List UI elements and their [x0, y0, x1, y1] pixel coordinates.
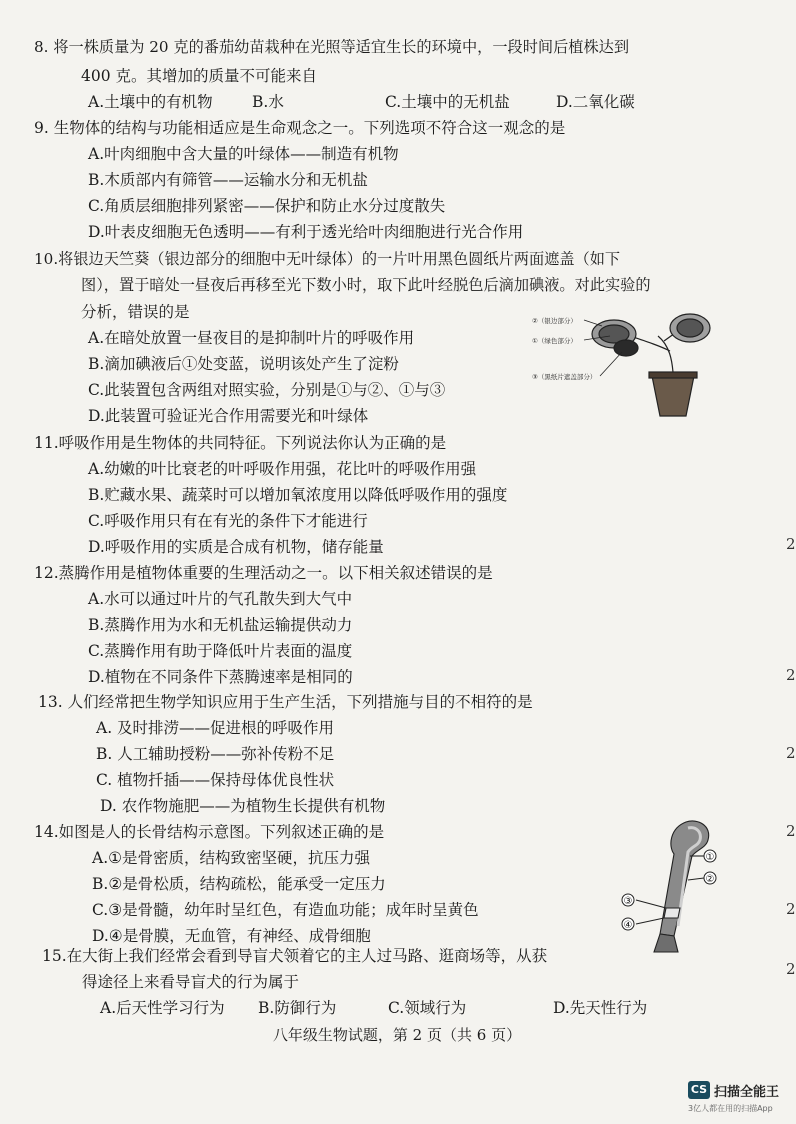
q10-stem-line3: 分析，错误的是 — [81, 303, 190, 321]
margin-mark: 2 — [786, 960, 796, 978]
scanner-app-name: 扫描全能王 — [714, 1085, 780, 1100]
q8-option-b: B.水 — [252, 93, 284, 111]
margin-mark: 2 — [786, 900, 796, 918]
q14-option-a: A.①是骨密质，结构致密坚硬，抗压力强 — [92, 849, 371, 867]
q8-option-a: A.土壤中的有机物 — [88, 93, 213, 111]
q15-option-c: C.领域行为 — [388, 999, 467, 1017]
scanner-tagline: 3亿人都在用的扫描App — [688, 1104, 773, 1113]
q15-option-a: A.后天性学习行为 — [100, 999, 225, 1017]
q14-stem: 14.如图是人的长骨结构示意图。下列叙述正确的是 — [34, 823, 385, 841]
q12-option-d: D.植物在不同条件下蒸腾速率是相同的 — [88, 668, 353, 686]
bone-label-1: ① — [705, 852, 715, 863]
q8-option-c: C.土壤中的无机盐 — [385, 93, 510, 111]
q12-option-b: B.蒸腾作用为水和无机盐运输提供动力 — [88, 616, 353, 634]
q13-option-b: B. 人工辅助授粉——弥补传粉不足 — [96, 745, 335, 763]
q10-option-c: C.此装置包含两组对照实验，分别是①与②、①与③ — [88, 381, 446, 399]
q12-stem: 12.蒸腾作用是植物体重要的生理活动之一。以下相关叙述错误的是 — [34, 564, 493, 582]
q13-option-a: A. 及时排涝——促进根的呼吸作用 — [96, 719, 335, 737]
figure-label-covered-part: ③（黑纸片遮盖部分） — [532, 373, 597, 381]
margin-mark: 2 — [786, 744, 796, 762]
q15-stem-line2: 得途径上来看导盲犬的行为属于 — [82, 973, 300, 991]
q15-stem-line1: 15.在大街上我们经常会看到导盲犬领着它的主人过马路、逛商场等，从获 — [42, 947, 548, 965]
q13-option-d: D. 农作物施肥——为植物生长提供有机物 — [100, 797, 386, 815]
q8-stem-line2: 400 克。其增加的质量不可能来自 — [81, 67, 318, 85]
q10-stem-line1: 10.将银边天竺葵（银边部分的细胞中无叶绿体）的一片叶用黑色圆纸片两面遮盖（如下 — [34, 250, 621, 268]
scanner-watermark — [688, 1079, 788, 1119]
q11-stem: 11.呼吸作用是生物体的共同特征。下列说法你认为正确的是 — [34, 434, 447, 452]
geranium-figure — [530, 306, 720, 422]
q11-option-a: A.幼嫩的叶比衰老的叶呼吸作用强，花比叶的呼吸作用强 — [88, 460, 477, 478]
q9-option-a: A.叶肉细胞中含大量的叶绿体——制造有机物 — [88, 145, 399, 163]
q9-option-d: D.叶表皮细胞无色透明——有利于透光给叶肉细胞进行光合作用 — [88, 223, 524, 241]
margin-mark: 2 — [786, 535, 796, 553]
q11-option-c: C.呼吸作用只有在有光的条件下才能进行 — [88, 512, 368, 530]
q10-option-a: A.在暗处放置一昼夜目的是抑制叶片的呼吸作用 — [88, 329, 415, 347]
long-bone-figure — [616, 816, 722, 956]
q11-option-b: B.贮藏水果、蔬菜时可以增加氧浓度用以降低呼吸作用的强度 — [88, 486, 508, 504]
q11-option-d: D.呼吸作用的实质是合成有机物，储存能量 — [88, 538, 384, 556]
margin-mark: 2 — [786, 666, 796, 684]
q8-option-d: D.二氧化碳 — [556, 93, 635, 111]
scanner-logo-icon: CS — [688, 1081, 710, 1099]
q10-option-d: D.此装置可验证光合作用需要光和叶绿体 — [88, 407, 369, 425]
bone-label-3: ③ — [623, 896, 633, 907]
flower-pot-icon — [652, 376, 694, 416]
q8-stem-line1: 8. 将一株质量为 20 克的番茄幼苗栽种在光照等适宜生长的环境中，一段时间后植株达到 — [34, 38, 630, 56]
q15-option-b: B.防御行为 — [258, 999, 337, 1017]
q12-option-a: A.水可以通过叶片的气孔散失到大气中 — [88, 590, 353, 608]
figure-label-silver-edge: ②（银边部分） — [532, 317, 577, 325]
q13-stem: 13. 人们经常把生物学知识应用于生产生活，下列措施与目的不相符的是 — [38, 693, 533, 711]
figure-label-green-part: ①（绿色部分） — [532, 337, 577, 345]
bone-label-4: ④ — [623, 920, 633, 931]
q9-option-b: B.木质部内有筛管——运输水分和无机盐 — [88, 171, 368, 189]
page-footer: 八年级生物试题，第 2 页（共 6 页） — [272, 1026, 522, 1044]
q14-option-b: B.②是骨松质，结构疏松，能承受一定压力 — [92, 875, 386, 893]
q13-option-c: C. 植物扦插——保持母体优良性状 — [96, 771, 335, 789]
q14-option-c: C.③是骨髓，幼年时呈红色，有造血功能；成年时呈黄色 — [92, 901, 479, 919]
q12-option-c: C.蒸腾作用有助于降低叶片表面的温度 — [88, 642, 353, 660]
q9-stem: 9. 生物体的结构与功能相适应是生命观念之一。下列选项不符合这一观念的是 — [34, 119, 566, 137]
bone-label-2: ② — [705, 874, 715, 885]
q10-option-b: B.滴加碘液后①处变蓝，说明该处产生了淀粉 — [88, 355, 399, 373]
margin-mark: 2 — [786, 822, 796, 840]
q14-option-d: D.④是骨膜，无血管，有神经、成骨细胞 — [92, 927, 371, 945]
q9-option-c: C.角质层细胞排列紧密——保护和防止水分过度散失 — [88, 197, 446, 215]
q10-stem-line2: 图），置于暗处一昼夜后再移至光下数小时，取下此叶经脱色后滴加碘液。对此实验的 — [81, 276, 651, 294]
q15-option-d: D.先天性行为 — [553, 999, 648, 1017]
